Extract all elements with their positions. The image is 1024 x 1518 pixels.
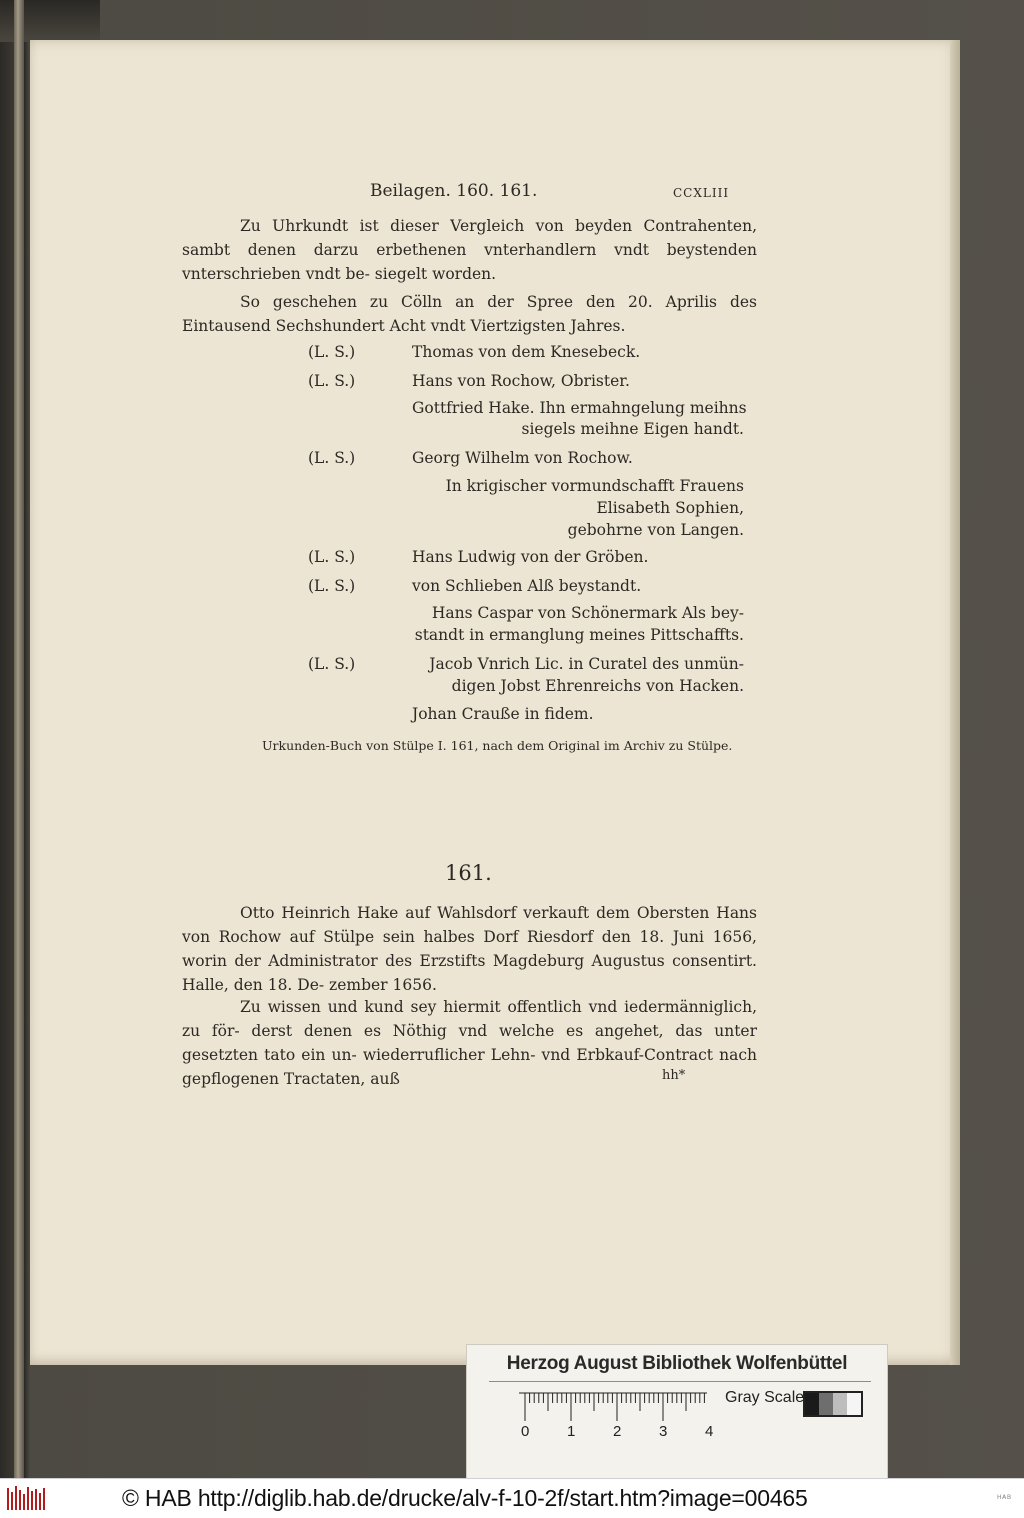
catchword: hh* [662, 1068, 686, 1083]
ruler-number: 3 [659, 1423, 668, 1440]
signature-line: siegels meihne Eigen handt. [521, 420, 744, 438]
paragraph-2: So geschehen zu Cölln an der Spree den 20. Aprilis des Eintausend Sechshundert Acht vndt Viertzigsten Jahres. [182, 293, 757, 335]
signature-line: Georg Wilhelm von Rochow. [412, 449, 633, 467]
page-stack-edge [14, 0, 24, 1478]
page-right-edge [950, 40, 960, 1365]
ruler-number: 1 [567, 1423, 576, 1440]
seal-mark: (L. S.) [308, 655, 356, 673]
signature-line: standt in ermanglung meines Pittschaffts. [414, 626, 744, 644]
copyright-url[interactable]: © HAB http://diglib.hab.de/drucke/alv-f-10-2f/start.htm?image=00465 [122, 1485, 808, 1511]
seal-mark: (L. S.) [308, 372, 356, 390]
card-divider [489, 1381, 871, 1382]
color-calibration-card [466, 1344, 888, 1480]
signature-line: Jacob Vnrich Lic. in Curatel des unmün- [429, 655, 744, 673]
signature-line: gebohrne von Langen. [567, 521, 744, 539]
seal-mark: (L. S.) [308, 548, 356, 566]
signature-line: Hans Caspar von Schönermark Als bey- [431, 604, 744, 622]
ruler-number: 2 [613, 1423, 622, 1440]
ruler-number: 4 [705, 1423, 714, 1440]
hab-logo-icon [6, 1484, 48, 1514]
gray-scale-label: Gray Scale [725, 1389, 805, 1406]
paragraph-3: Zu wissen und kund sey hiermit offentlich vnd iedermänniglich, zu för- derst denen es Nöthig vnd welche es angehet, das unter gesetzten tato ein un- wiederruflicher Lehn- vnd Erbkauf-Contract nach gepflogenen Tractaten, auß [182, 998, 757, 1088]
seal-mark: (L. S.) [308, 449, 356, 467]
footer-bar [0, 1478, 1024, 1518]
signature-line: Hans Ludwig von der Gröben. [412, 548, 649, 566]
ruler-scale [517, 1391, 707, 1423]
source-note: Urkunden-Buch von Stülpe I. 161, nach dem Original im Archiv zu Stülpe. [262, 738, 733, 753]
signature-line: von Schlieben Alß beystandt. [412, 577, 642, 595]
signature-line: In krigischer vormundschafft Frauens [445, 477, 744, 495]
gray-scale-swatches [803, 1391, 863, 1417]
gray-swatch [805, 1393, 819, 1415]
signature-line: Johan Craußе in fidem. [412, 705, 594, 723]
gray-swatch [819, 1393, 833, 1415]
gray-swatch [833, 1393, 847, 1415]
seal-mark: (L. S.) [308, 343, 356, 361]
footer-mark: ᴴᴬᴮ [997, 1493, 1012, 1503]
page-numeral: CCXLIII [673, 186, 730, 200]
signature-line: Thomas von dem Knesebeck. [412, 343, 641, 361]
signature-line: Gottfried Hake. Ihn ermahngelung meihns [412, 399, 747, 417]
document-summary: Otto Heinrich Hake auf Wahlsdorf verkauft dem Obersten Hans von Rochow auf Stülpe sein halbes Dorf Riesdorf den 18. Juni 1656, worin der Administrator des Erzstifts Magdeburg Augustus consentirt. Halle, den 18. De- zember 1656. [182, 904, 757, 994]
paragraph-1: Zu Uhrkundt ist dieser Vergleich von beyden Contrahenten, sambt denen darzu erbethenen vnterhandlern vndt beystenden vnterschrieben vndt be- siegelt worden. [182, 217, 757, 283]
document-number: 161. [445, 861, 492, 885]
running-head: Beilagen. 160. 161. [370, 181, 538, 201]
signature-line: digen Jobst Ehrenreichs von Hacken. [451, 677, 744, 695]
library-name: Herzog August Bibliothek Wolfenbüttel [506, 1353, 848, 1374]
signature-line: Hans von Rochow, Obrister. [412, 372, 630, 390]
gray-swatch [847, 1393, 861, 1415]
ruler-number: 0 [521, 1423, 530, 1440]
signature-line: Elisabeth Sophien, [596, 499, 744, 517]
seal-mark: (L. S.) [308, 577, 356, 595]
